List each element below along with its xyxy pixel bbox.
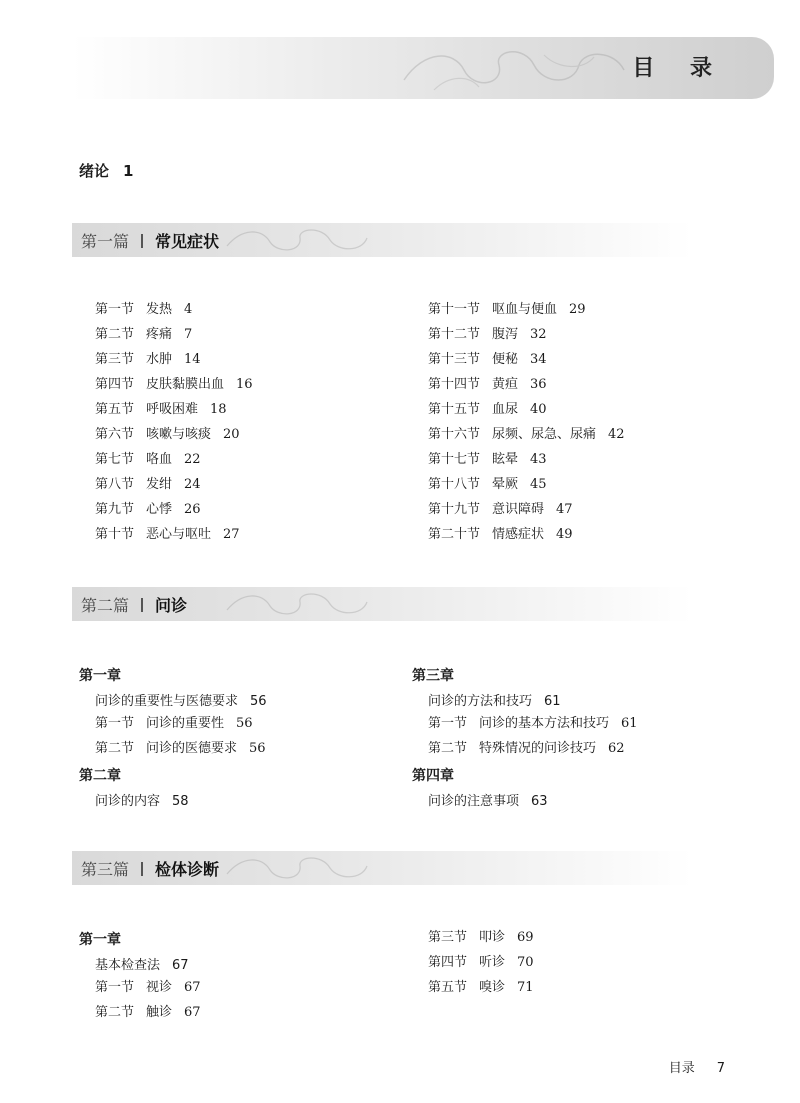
toc-entry[interactable]: [428, 527, 573, 543]
part3-banner: [72, 851, 692, 885]
toc-entry[interactable]: [428, 955, 534, 971]
page-number: 69: [517, 930, 534, 945]
section-title: 嗅诊: [479, 980, 506, 995]
section-title: 问诊的重要性: [146, 716, 225, 731]
separator: [141, 234, 143, 248]
page-number: 47: [556, 502, 573, 517]
intro-title: 绪论: [79, 162, 110, 180]
section-title: 心悸: [146, 502, 173, 517]
page-number: 42: [608, 427, 625, 442]
toc-entry[interactable]: [428, 327, 547, 343]
section-title: 问诊的医德要求: [146, 741, 238, 756]
page-number: 49: [556, 527, 573, 542]
page-number: 45: [530, 477, 547, 492]
page-number: 34: [530, 352, 547, 367]
toc-entry[interactable]: [428, 352, 547, 368]
toc-entry[interactable]: [428, 790, 548, 809]
section-title: 呕血与便血: [492, 302, 558, 317]
section-title: 皮肤黏膜出血: [146, 377, 225, 392]
section-number: 第一节: [428, 716, 468, 731]
section-title: 发热: [146, 302, 173, 317]
part2-title: 问诊: [155, 596, 188, 615]
toc-entry[interactable]: [95, 1005, 201, 1021]
toc-entry[interactable]: [95, 302, 192, 318]
entry-title: 问诊的内容: [95, 794, 161, 809]
page-number: 56: [250, 694, 267, 709]
section-number: 第十四节: [428, 377, 481, 392]
page-number: 43: [530, 452, 547, 467]
page-number: 56: [236, 716, 253, 731]
part1-label: 第一篇: [81, 232, 130, 251]
separator: [141, 862, 143, 876]
section-title: 尿频、尿急、尿痛: [492, 427, 597, 442]
part1-banner: [72, 223, 692, 257]
section-number: 第十一节: [428, 302, 481, 317]
section-title: 叩诊: [479, 930, 506, 945]
page-number: 67: [184, 980, 201, 995]
toc-entry[interactable]: [95, 527, 240, 543]
section-number: 第十二节: [428, 327, 481, 342]
page-number: 32: [530, 327, 547, 342]
cloud-pattern: [222, 226, 412, 254]
section-number: 第一节: [95, 980, 135, 995]
section-number: 第十七节: [428, 452, 481, 467]
section-number: 第六节: [95, 427, 135, 442]
section-title: 触诊: [146, 1005, 173, 1020]
page-footer: [669, 1057, 725, 1076]
part1-title: 常见症状: [155, 232, 220, 251]
toc-entry[interactable]: [428, 690, 561, 709]
toc-entry[interactable]: [95, 502, 201, 518]
page-number: 7: [184, 327, 193, 342]
page-number: 67: [184, 1005, 201, 1020]
section-title: 便秘: [492, 352, 519, 367]
cloud-pattern: [394, 45, 654, 95]
section-title: 视诊: [146, 980, 173, 995]
page-number: 24: [184, 477, 201, 492]
page-number: 14: [184, 352, 201, 367]
page-number: 29: [569, 302, 586, 317]
entry-title: 问诊的重要性与医德要求: [95, 694, 239, 709]
section-title: 疼痛: [146, 327, 173, 342]
page-number: 61: [621, 716, 638, 731]
toc-entry[interactable]: [95, 980, 201, 996]
chapter-heading: 第二章: [79, 768, 121, 784]
toc-entry[interactable]: [428, 477, 547, 493]
section-title: 晕厥: [492, 477, 519, 492]
toc-entry[interactable]: [95, 427, 240, 443]
entry-title: 问诊的注意事项: [428, 794, 520, 809]
page-number: 22: [184, 452, 201, 467]
toc-entry[interactable]: [95, 377, 253, 393]
section-number: 第一节: [95, 302, 135, 317]
toc-entry[interactable]: [428, 402, 547, 418]
chapter-heading: 第四章: [412, 768, 454, 784]
chapter-heading: 第一章: [79, 668, 121, 684]
section-number: 第一节: [95, 716, 135, 731]
page-title: 目 录: [632, 56, 726, 81]
toc-entry[interactable]: [428, 980, 534, 996]
cloud-pattern: [222, 854, 412, 882]
section-title: 呼吸困难: [146, 402, 199, 417]
toc-entry[interactable]: [95, 741, 266, 757]
intro-page: 1: [123, 162, 134, 180]
section-number: 第九节: [95, 502, 135, 517]
section-number: 第四节: [428, 955, 468, 970]
page-number: 63: [531, 794, 548, 809]
page-number: 61: [544, 694, 561, 709]
separator: [141, 598, 143, 612]
section-title: 眩晕: [492, 452, 519, 467]
section-number: 第四节: [95, 377, 135, 392]
toc-entry[interactable]: [95, 954, 189, 973]
page-number: 67: [172, 958, 189, 973]
section-number: 第三节: [95, 352, 135, 367]
part3-label: 第三篇: [81, 860, 130, 879]
section-number: 第五节: [95, 402, 135, 417]
section-number: 第十六节: [428, 427, 481, 442]
section-number: 第十五节: [428, 402, 481, 417]
section-number: 第二十节: [428, 527, 481, 542]
chapter-heading: 第一章: [79, 932, 121, 948]
toc-entry[interactable]: [95, 402, 227, 418]
section-number: 第二节: [428, 741, 468, 756]
chapter-heading: 第三章: [412, 668, 454, 684]
section-title: 咳嗽与咳痰: [146, 427, 212, 442]
page-number: 58: [172, 794, 189, 809]
section-title: 特殊情况的问诊技巧: [479, 741, 597, 756]
page-number: 4: [184, 302, 193, 317]
entry-title: 问诊的方法和技巧: [428, 694, 533, 709]
toc-entry[interactable]: [428, 741, 625, 757]
section-number: 第十八节: [428, 477, 481, 492]
section-title: 腹泻: [492, 327, 519, 342]
section-number: 第二节: [95, 327, 135, 342]
footer-label: 目录: [668, 1061, 695, 1076]
section-number: 第七节: [95, 452, 135, 467]
section-title: 情感症状: [492, 527, 545, 542]
toc-entry[interactable]: [95, 352, 201, 368]
toc-entry[interactable]: [95, 452, 201, 468]
toc-entry[interactable]: [95, 716, 253, 732]
section-title: 血尿: [492, 402, 519, 417]
section-number: 第八节: [95, 477, 135, 492]
intro-entry[interactable]: [79, 160, 133, 181]
section-title: 意识障碍: [492, 502, 545, 517]
section-title: 问诊的基本方法和技巧: [479, 716, 610, 731]
footer-page-number: 7: [716, 1061, 725, 1076]
toc-entry[interactable]: [95, 327, 192, 343]
toc-entry[interactable]: [95, 477, 201, 493]
section-number: 第三节: [428, 930, 468, 945]
page-number: 40: [530, 402, 547, 417]
entry-title: 基本检查法: [95, 958, 161, 973]
part3-title: 检体诊断: [155, 860, 220, 879]
section-title: 听诊: [479, 955, 506, 970]
page-number: 62: [608, 741, 625, 756]
section-title: 恶心与呕吐: [146, 527, 212, 542]
toc-entry[interactable]: [428, 452, 547, 468]
toc-entry[interactable]: [428, 302, 586, 318]
toc-entry[interactable]: [428, 930, 534, 946]
page-number: 71: [517, 980, 534, 995]
toc-entry[interactable]: [428, 377, 547, 393]
page-number: 56: [249, 741, 266, 756]
section-title: 黄疸: [492, 377, 519, 392]
part2-banner: [72, 587, 692, 621]
part2-label: 第二篇: [81, 596, 130, 615]
section-number: 第五节: [428, 980, 468, 995]
page-number: 27: [223, 527, 240, 542]
section-title: 水肿: [146, 352, 173, 367]
page-number: 20: [223, 427, 240, 442]
section-number: 第二节: [95, 1005, 135, 1020]
toc-entry[interactable]: [428, 427, 625, 443]
title-banner: [72, 37, 774, 99]
section-number: 第二节: [95, 741, 135, 756]
page-number: 16: [236, 377, 253, 392]
section-title: 发绀: [146, 477, 173, 492]
page-number: 18: [210, 402, 227, 417]
toc-entry[interactable]: [428, 716, 638, 732]
page-number: 36: [530, 377, 547, 392]
section-number: 第十九节: [428, 502, 481, 517]
toc-entry[interactable]: [95, 790, 189, 809]
section-number: 第十节: [95, 527, 135, 542]
section-title: 咯血: [146, 452, 173, 467]
page-number: 26: [184, 502, 201, 517]
section-number: 第十三节: [428, 352, 481, 367]
cloud-pattern: [222, 590, 412, 618]
page-number: 70: [517, 955, 534, 970]
toc-entry[interactable]: [95, 690, 267, 709]
toc-entry[interactable]: [428, 502, 573, 518]
